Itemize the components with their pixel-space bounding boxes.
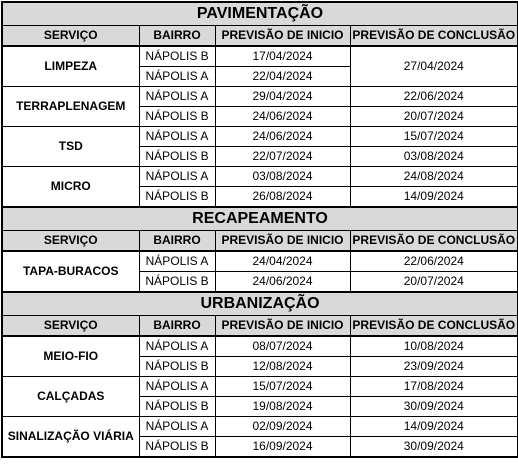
bairro-cell: NÁPOLIS B [139, 46, 215, 67]
table-row [2, 87, 518, 107]
header-inicio: PREVISÃO DE INICIO [215, 26, 350, 47]
header-bairro: BAIRRO [139, 26, 215, 47]
inicio-cell: 15/07/2024 [215, 377, 350, 397]
inicio-cell: 19/08/2024 [215, 397, 350, 417]
table-row [2, 377, 518, 397]
conclusao-cell: 14/09/2024 [350, 187, 518, 208]
conclusao-cell: 22/06/2024 [350, 87, 518, 107]
conclusao-cell: 30/09/2024 [350, 437, 518, 458]
header-bairro: BAIRRO [139, 231, 215, 252]
inicio-cell: 24/06/2024 [215, 127, 350, 147]
header-conclusao: PREVISÃO DE CONCLUSÃO [350, 231, 518, 252]
bairro-cell: NÁPOLIS B [139, 187, 215, 208]
service-tapa-buracos: TAPA-BURACOS [2, 251, 139, 292]
conclusao-cell: 27/04/2024 [350, 46, 518, 87]
conclusao-cell: 14/09/2024 [350, 417, 518, 437]
inicio-cell: 22/07/2024 [215, 147, 350, 167]
table-row [2, 46, 518, 67]
bairro-cell: NÁPOLIS B [139, 147, 215, 167]
conclusao-cell: 20/07/2024 [350, 272, 518, 293]
bairro-cell: NÁPOLIS A [139, 377, 215, 397]
inicio-cell: 24/06/2024 [215, 272, 350, 293]
bairro-cell: NÁPOLIS B [139, 272, 215, 293]
inicio-cell: 26/08/2024 [215, 187, 350, 208]
inicio-cell: 22/04/2024 [215, 67, 350, 87]
section-title-pavimentacao: PAVIMENTAÇÃO [2, 2, 518, 26]
inicio-cell: 12/08/2024 [215, 357, 350, 377]
table-row [2, 127, 518, 147]
inicio-cell: 03/08/2024 [215, 167, 350, 187]
inicio-cell: 29/04/2024 [215, 87, 350, 107]
header-servico: SERVIÇO [2, 231, 139, 252]
header-servico: SERVIÇO [2, 26, 139, 47]
bairro-cell: NÁPOLIS A [139, 251, 215, 272]
bairro-cell: NÁPOLIS A [139, 87, 215, 107]
conclusao-cell: 15/07/2024 [350, 127, 518, 147]
conclusao-cell: 17/08/2024 [350, 377, 518, 397]
inicio-cell: 02/09/2024 [215, 417, 350, 437]
bairro-cell: NÁPOLIS B [139, 357, 215, 377]
inicio-cell: 08/07/2024 [215, 336, 350, 357]
inicio-cell: 16/09/2024 [215, 437, 350, 458]
schedule-table [1, 1, 518, 458]
service-terraplenagem: TERRAPLENAGEM [2, 87, 139, 127]
section-title-row [2, 292, 518, 316]
table-row [2, 167, 518, 187]
bairro-cell: NÁPOLIS B [139, 397, 215, 417]
bairro-cell: NÁPOLIS A [139, 127, 215, 147]
section-title-urbanizacao: URBANIZAÇÃO [2, 292, 518, 316]
conclusao-cell: 10/08/2024 [350, 336, 518, 357]
header-conclusao: PREVISÃO DE CONCLUSÃO [350, 26, 518, 47]
header-row [2, 316, 518, 337]
conclusao-cell: 22/06/2024 [350, 251, 518, 272]
header-inicio: PREVISÃO DE INICIO [215, 231, 350, 252]
header-inicio: PREVISÃO DE INICIO [215, 316, 350, 337]
service-micro: MICRO [2, 167, 139, 208]
conclusao-cell: 23/09/2024 [350, 357, 518, 377]
bairro-cell: NÁPOLIS A [139, 336, 215, 357]
header-conclusao: PREVISÃO DE CONCLUSÃO [350, 316, 518, 337]
conclusao-cell: 20/07/2024 [350, 107, 518, 127]
service-calcadas: CALÇADAS [2, 377, 139, 417]
conclusao-cell: 24/08/2024 [350, 167, 518, 187]
service-tsd: TSD [2, 127, 139, 167]
section-title-recapeamento: RECAPEAMENTO [2, 207, 518, 231]
conclusao-cell: 03/08/2024 [350, 147, 518, 167]
bairro-cell: NÁPOLIS B [139, 437, 215, 458]
table-row [2, 336, 518, 357]
header-row [2, 231, 518, 252]
header-row [2, 26, 518, 47]
header-bairro: BAIRRO [139, 316, 215, 337]
bairro-cell: NÁPOLIS A [139, 417, 215, 437]
inicio-cell: 24/04/2024 [215, 251, 350, 272]
section-title-row [2, 207, 518, 231]
header-servico: SERVIÇO [2, 316, 139, 337]
schedule-sheet [1, 1, 517, 458]
service-meio-fio: MEIO-FIO [2, 336, 139, 377]
service-sinalizacao-viaria: SINALIZAÇÃO VIÁRIA [2, 417, 139, 458]
inicio-cell: 17/04/2024 [215, 46, 350, 67]
bairro-cell: NÁPOLIS A [139, 67, 215, 87]
section-title-row [2, 2, 518, 26]
table-row [2, 417, 518, 437]
service-limpeza: LIMPEZA [2, 46, 139, 87]
table-row [2, 251, 518, 272]
bairro-cell: NÁPOLIS A [139, 167, 215, 187]
conclusao-cell: 30/09/2024 [350, 397, 518, 417]
bairro-cell: NÁPOLIS B [139, 107, 215, 127]
inicio-cell: 24/06/2024 [215, 107, 350, 127]
